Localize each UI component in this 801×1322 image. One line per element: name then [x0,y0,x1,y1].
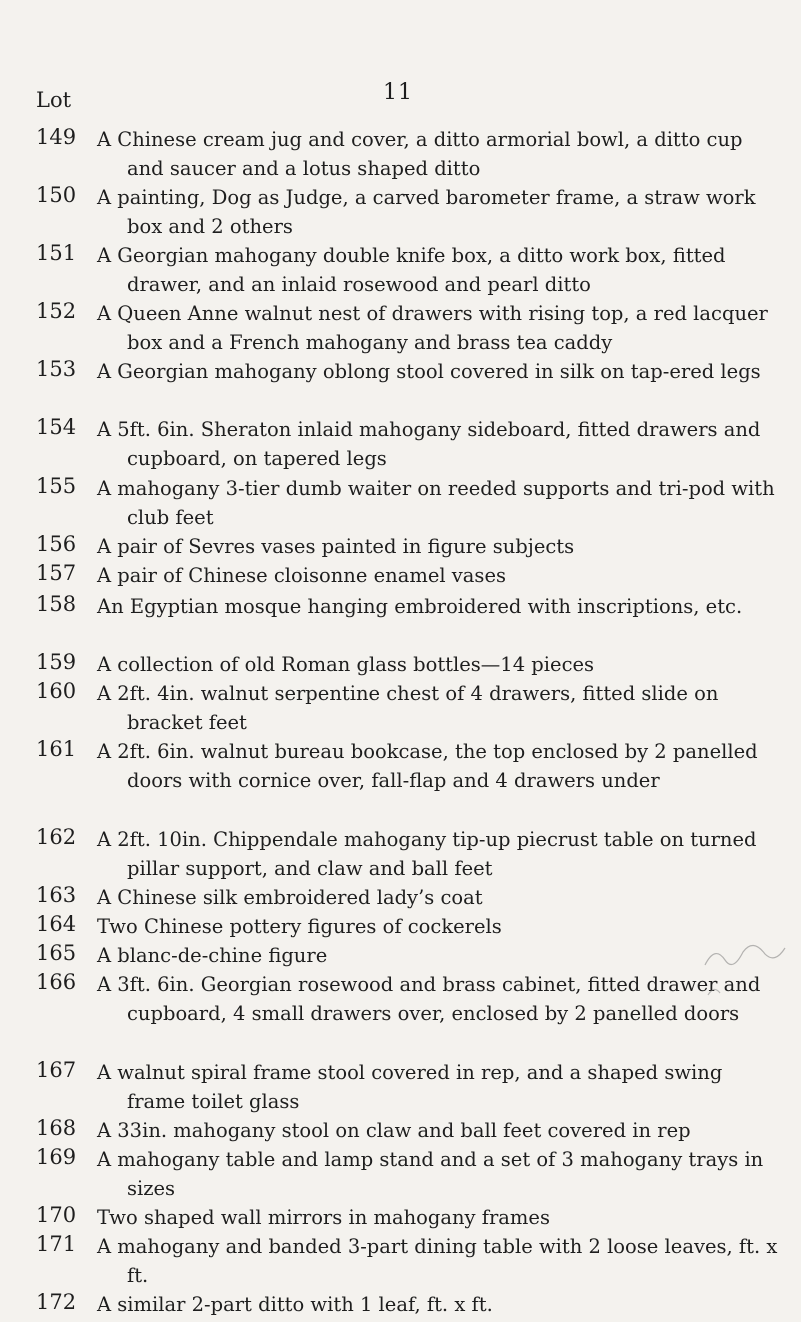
lot-number: 153 [36,357,77,381]
lot-number: 156 [36,532,77,556]
lot-number: 152 [36,299,77,323]
lot-number: 168 [36,1116,77,1140]
lot-number: 157 [36,561,77,585]
lot-description: A similar 2-part ditto with 1 leaf, ft. x ft. [97,1293,493,1316]
lot-description: A 2ft. 6in. walnut bureau bookcase, the top enclosed by 2 panelled doors with cornice over, fall-flap and 4 drawers under [97,740,758,792]
lot-description: A 2ft. 10in. Chippendale mahogany tip-up piecrust table on turned pillar support, and claw and ball feet [97,828,757,880]
lot-number: 159 [36,650,77,674]
lot-description: A blanc-de-chine figure [97,944,328,967]
lot-description: Two shaped wall mirrors in mahogany frames [97,1206,550,1229]
lot-description: A pair of Sevres vases painted in figure subjects [97,535,575,558]
lot-number: 162 [36,825,77,849]
lot-number: 155 [36,474,77,498]
lot-description: A Georgian mahogany oblong stool covered in silk on tap-ered legs [97,360,761,383]
lot-description: A mahogany and banded 3-part dining table with 2 loose leaves, ft. x ft. [97,1235,778,1287]
lot-description: A collection of old Roman glass bottles—14 pieces [97,653,595,676]
lot-number: 166 [36,970,77,994]
lot-number: 151 [36,241,77,265]
lot-description: A mahogany 3-tier dumb waiter on reeded supports and tri-pod with club feet [97,477,775,529]
lot-description: A Chinese cream jug and cover, a ditto armorial bowl, a ditto cup and saucer and a lotus shaped ditto [97,128,743,180]
lot-description: A mahogany table and lamp stand and a set of 3 mahogany trays in sizes [97,1148,764,1200]
lot-number: 164 [36,912,77,936]
lot-description: A Chinese silk embroidered lady’s coat [97,886,483,909]
lot-description: A walnut spiral frame stool covered in rep, and a shaped swing frame toilet glass [97,1061,723,1113]
lot-description: A 3ft. 6in. Georgian rosewood and brass cabinet, fitted drawer and cupboard, 4 small drawers over, enclosed by 2 panelled doors [97,973,761,1025]
lot-number: 158 [36,592,77,616]
lot-description: An Egyptian mosque hanging embroidered with inscriptions, etc. [97,595,743,618]
lot-description: A painting, Dog as Judge, a carved barometer frame, a straw work box and 2 others [97,186,756,238]
lot-number: 160 [36,679,77,703]
lot-number: 154 [36,415,77,439]
lot-number: 171 [36,1232,77,1256]
lot-number: 167 [36,1058,77,1082]
page-number: 11 [383,80,413,105]
lot-description: A 2ft. 4in. walnut serpentine chest of 4 drawers, fitted slide on bracket feet [97,682,719,734]
lot-number: 169 [36,1145,77,1169]
lot-number: 150 [36,183,77,207]
lot-number: 170 [36,1203,77,1227]
lot-description: A Georgian mahogany double knife box, a ditto work box, fitted drawer, and an inlaid rosewood and pearl ditto [97,244,726,296]
lot-column-header: Lot [36,88,72,112]
lot-number: 149 [36,125,77,149]
lot-number: 165 [36,941,77,965]
lot-number: 172 [36,1290,77,1314]
lot-number: 161 [36,737,77,761]
lot-description: A Queen Anne walnut nest of drawers with rising top, a red lacquer box and a French mahogany and brass tea caddy [97,302,768,354]
lot-description: Two Chinese pottery figures of cockerels [97,915,502,938]
lot-description: A 33in. mahogany stool on claw and ball feet covered in rep [97,1119,691,1142]
lot-number: 163 [36,883,77,907]
lot-description: A 5ft. 6in. Sheraton inlaid mahogany sideboard, fitted drawers and cupboard, on tapered legs [97,418,761,470]
lot-description: A pair of Chinese cloisonne enamel vases [97,564,506,587]
pencil-annotation-mark [700,935,790,1005]
